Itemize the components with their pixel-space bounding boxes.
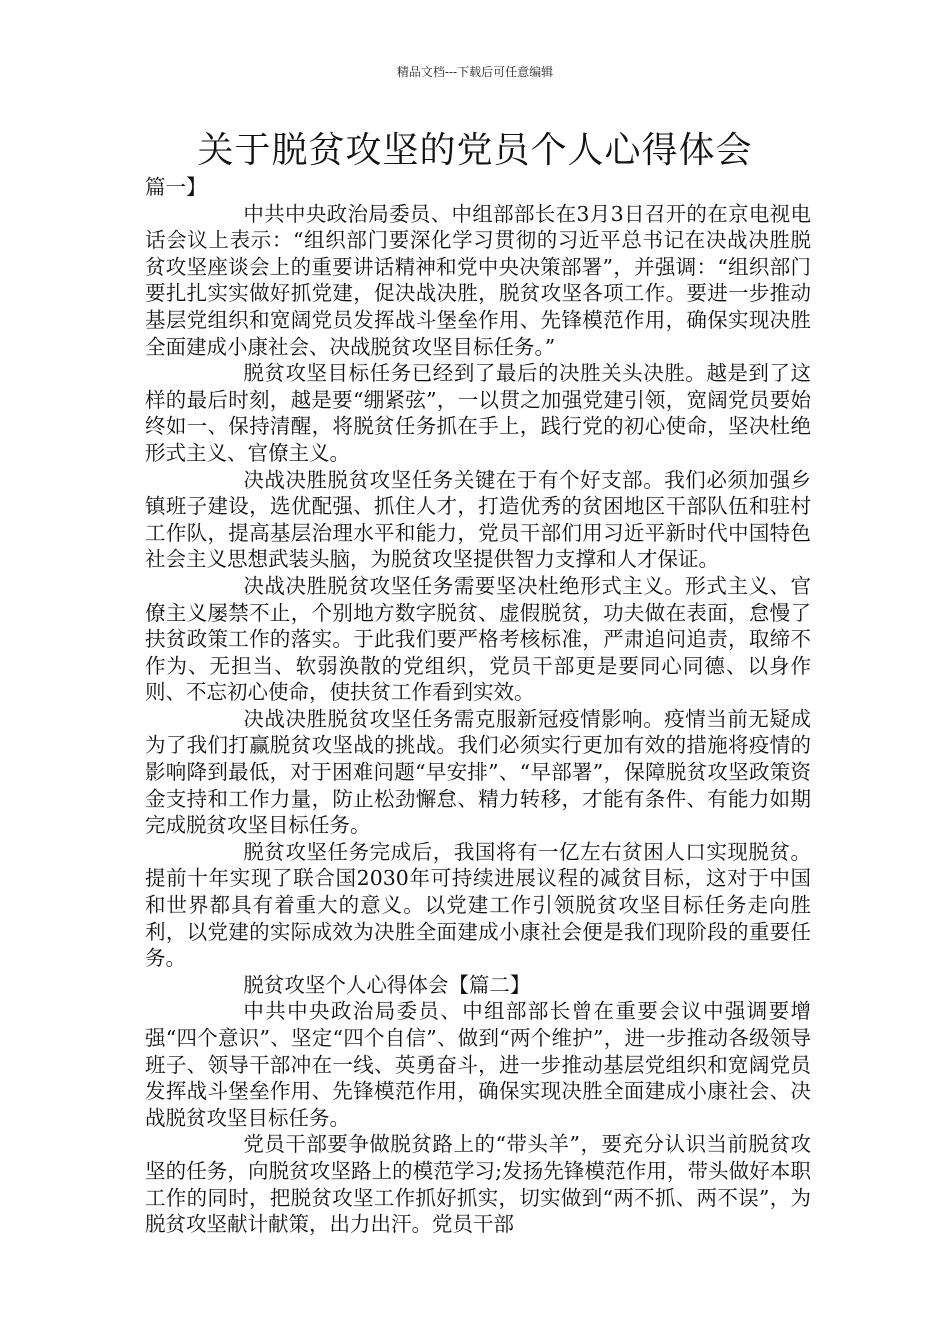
paragraph: 党员干部要争做脱贫路上的“带头羊”，要充分认识当前脱贫攻坚的任务，向脱贫攻坚路上的模范学习;发扬先锋模范作用，带头做好本职工作的同时，把脱贫攻坚工作抓好抓实，切实做到“两不抓、两不误”，为脱贫攻坚献计献策，出力出汗。党员干部 [145, 1132, 811, 1237]
paragraph: 决战决胜脱贫攻坚任务需克服新冠疫情影响。疫情当前无疑成为了我们打赢脱贫攻坚战的挑战。我们必须实行更加有效的措施将疫情的影响降到最低，对于困难问题“早安排”、“早部署”，保障脱贫攻坚政策资金支持和工作力量，防止松劲懈怠、精力转移，才能有条件、有能力如期完成脱贫攻坚目标任务。 [145, 706, 811, 838]
document-body [145, 174, 811, 1238]
paragraph: 决战决胜脱贫攻坚任务关键在于有个好支部。我们必须加强乡镇班子建设，选优配强、抓住人才，打造优秀的贫困地区干部队伍和驻村工作队，提高基层治理水平和能力，党员干部们用习近平新时代中国特色社会主义思想武装头脑，为脱贫攻坚提供智力支撑和人才保证。 [145, 467, 811, 572]
paragraph: 脱贫攻坚目标任务已经到了最后的决胜关头决胜。越是到了这样的最后时刻，越是要“绷紧弦”，一以贯之加强党建引领，宽阔党员要始终如一、保持清醒，将脱贫任务抓在手上，践行党的初心使命，坚决杜绝形式主义、官僚主义。 [145, 361, 811, 465]
paragraph: 中共中央政治局委员、中组部部长在3月3日召开的在京电视电话会议上表示：“组织部门要深化学习贯彻的习近平总书记在决战决胜脱贫攻坚座谈会上的重要讲话精神和党中央决策部署”，并强调：“组织部门要扎扎实实做好抓党建，促决战决胜，脱贫攻坚各项工作。要进一步推动基层党组织和宽阔党员发挥战斗堡垒作用、先锋模范作用，确保实现决胜全面建成小康社会、决战脱贫攻坚目标任务。” [145, 201, 811, 359]
paragraph: 脱贫攻坚任务完成后，我国将有一亿左右贫困人口实现脱贫。提前十年实现了联合国2030年可持续进展议程的减贫目标，这对于中国和世界都具有着重大的意义。以党建工作引领脱贫攻坚目标任务走向胜利，以党建的实际成效为决胜全面建成小康社会便是我们现阶段的重要任务。 [145, 839, 811, 971]
paragraph: 中共中央政治局委员、中组部部长曾在重要会议中强调要增强“四个意识”、坚定“四个自信”、做到“两个维护”，进一步推动各级领导班子、领导干部冲在一线、英勇奋斗，进一步推动基层党组织和宽阔党员发挥战斗堡垒作用、先锋模范作用，确保实现决胜全面建成小康社会、决战脱贫攻坚目标任务。 [145, 999, 811, 1130]
section-label: 篇一】 [145, 175, 207, 199]
section-heading: 脱贫攻坚个人心得体会【篇二】 [243, 972, 531, 997]
page-header: 精品文档---下载后可任意编辑 [396, 65, 554, 79]
document-title: 关于脱贫攻坚的党员个人心得体会 [197, 130, 753, 171]
paragraph: 决战决胜脱贫攻坚任务需要坚决杜绝形式主义。形式主义、官僚主义屡禁不止，个别地方数字脱贫、虚假脱贫，功夫做在表面，怠慢了扶贫政策工作的落实。于此我们要严格考核标准，严肃追问追责，取缔不作为、无担当、软弱涣散的党组织，党员干部更是要同心同德、以身作则、不忘初心使命，使扶贫工作看到实效。 [145, 573, 811, 705]
